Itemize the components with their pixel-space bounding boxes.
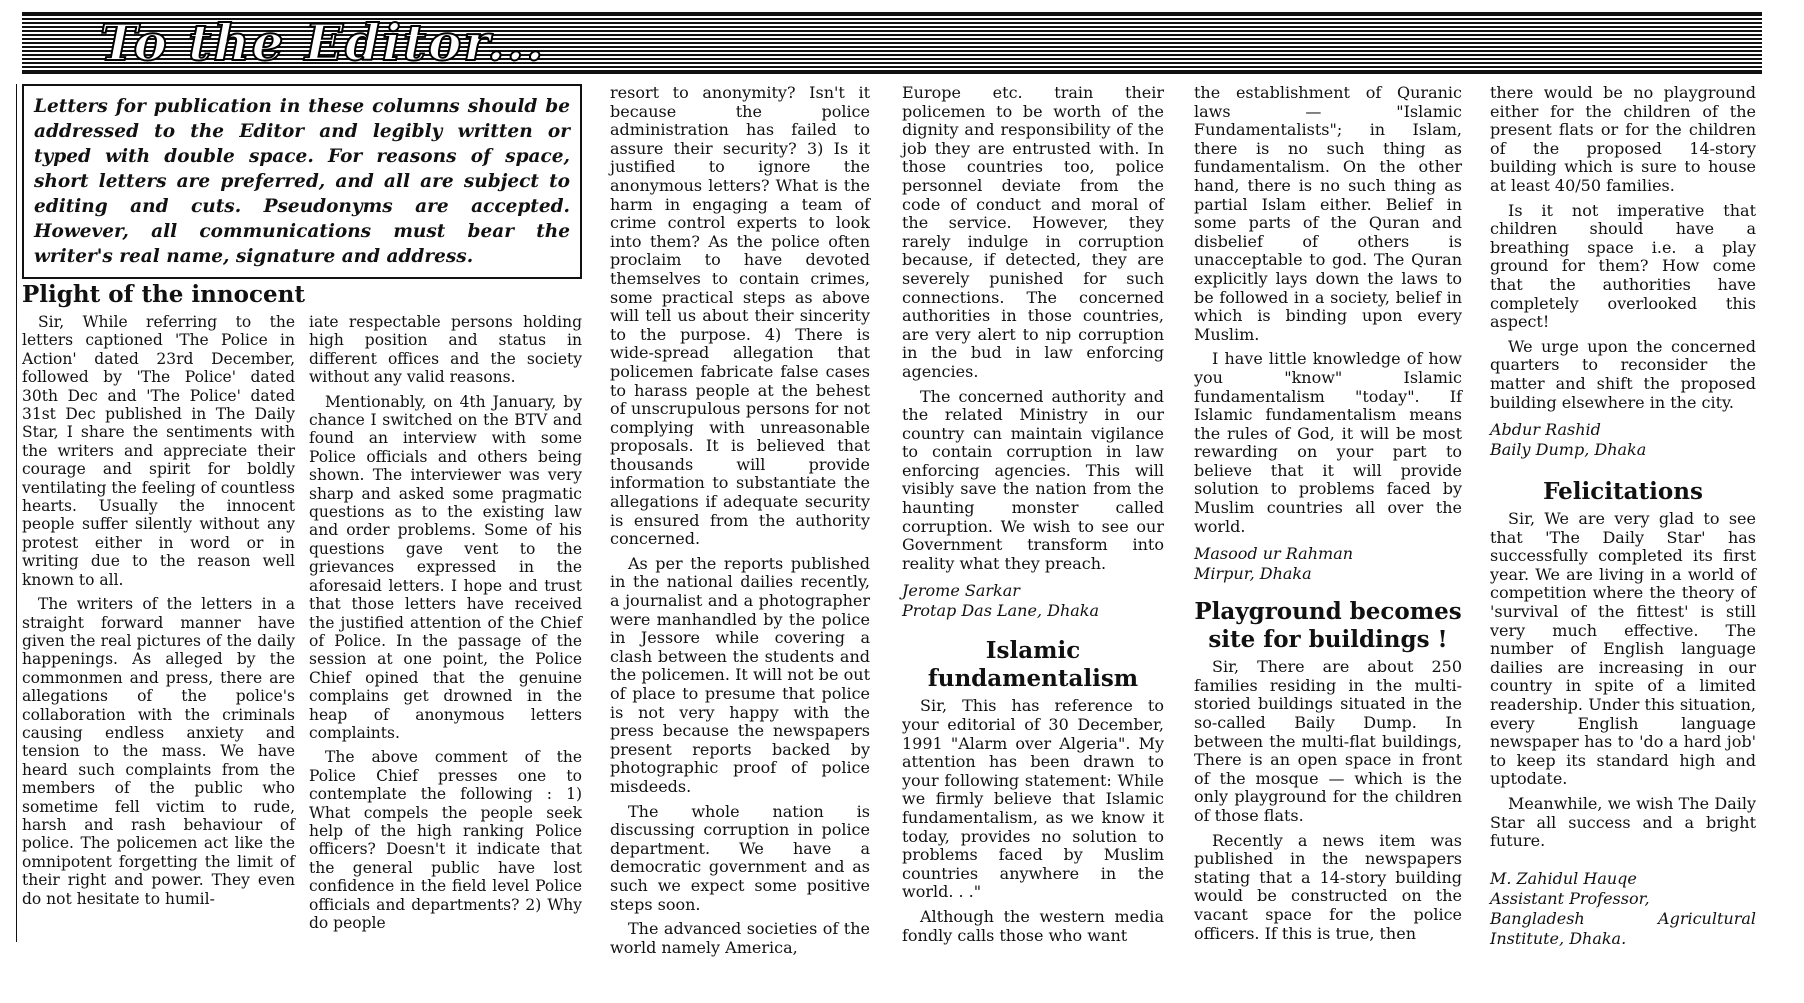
signature-name: Masood ur Rahman [1194,544,1354,564]
signature-place: Protap Das Lane, Dhaka [902,601,1100,621]
paragraph: I have little knowledge of how you "know" Islamic fundamentalism "today". If Islamic fundamentalism means the rules of God, it will be most rewarding on your part to believe that it will provide solution to problems faced by Muslim countries all over the world. [1194,349,1462,536]
paragraph: The above comment of the Police Chief presses one to contemplate the following : 1) What compels the people seek help of the high ranking Police officers? Doesn't it indicate that the general public have lost confidence in the field level Police officials and departments? 2) Why do people [309,748,582,932]
paragraph: The writers of the letters in a straight forward manner have given the real pictures of the daily happenings. As alleged by the commonmen and press, there are allegations of the police's collaboration with the criminals causing endless anxiety and tension to the mass. We have heard such complaints from the members of the public who sometime fell victim to rude, harsh and rash behaviour of police. The policemen act like the omnipotent forgetting the limit of their right and power. They even do not hesitate to humil- [22,595,295,908]
paragraph: Mentionably, on 4th January, by chance I switched on the BTV and found an interview with some Police officials and others being shown. The interviewer was very sharp and asked some pragmatic questions as to the existing law and order problems. Some of his questions gave vent to the grievances expressed in the aforesaid letters. I hope and trust that those letters have received the justified attention of the Chief of Police. In the passage of the session at one point, the Police Chief opined that the genuine complains get drowned in the heap of anonymous letters complaints. [309,392,582,742]
paragraph: resort to anonymity? Isn't it because the police administration has failed to assure their security? 3) Is it justified to ignore the anonymous letters? What is the harm in engaging a team of crime control experts to look into them? As the police often proclaim to have devoted themselves to contain crimes, some practical steps as above will tell us about their sincerity to the purpose. 4) There is wide-spread allegation that policemen fabricate false cases to harass people at the behest of unscrupulous persons for not complying with unreasonable proposals. It is believed that thousands will provide information to substantiate the allegations if adequate security is ensured from the authority concerned. [610,83,870,549]
signature-institution: Bangladesh Agricultural Institute, Dhaka. [1490,908,1756,948]
paragraph: Although the western media fondly calls those who want [902,906,1164,945]
paragraph: Meanwhile, we wish The Daily Star all success and a bright future. [1490,794,1756,851]
paragraph: The advanced societies of the world namely America, [610,919,870,957]
headline-plight: Plight of the innocent [22,281,305,308]
paragraph: Sir, There are about 250 families residing in the multi-storied buildings situated in the so-called Baily Dump. In between the multi-flat buildings, There is an open space in front of the mosque — which is the only playground for the children of those flats. [1194,657,1462,825]
paragraph: Is it not imperative that children should have a breathing space i.e. a play ground for them? How come that the authorities have completely overlooked this aspect! [1490,200,1756,332]
signature-title: Assistant Professor, [1490,888,1650,908]
paragraph: We urge upon the concerned quarters to reconsider the matter and shift the proposed building elsewhere in the city. [1490,336,1756,412]
column-1 [22,84,582,932]
section-title: To the Editor... [100,13,546,72]
paragraph: Recently a news item was published in the newspapers stating that a 14-story building would be constructed on the vacant space for the police officers. If this is true, then [1194,830,1462,943]
column-6 [1490,84,1756,949]
headline-playground: Playground becomes site for buildings ! [1194,598,1462,654]
section-header [22,12,1762,74]
paragraph: The concerned authority and the related Ministry in our country can maintain vigilance to contain corruption in law enforcing agencies. This will visibly save the nation from the haunting monster called corruption. We wish to see our Government transform into reality what they preach. [902,386,1164,573]
headline-islamic: Islamic fundamentalism [927,637,1139,693]
signature-name: M. Zahidul Hauqe [1490,868,1637,888]
signature-place: Baily Dump, Dhaka [1490,440,1647,460]
paragraph: The whole nation is discussing corruption in police department. We have a democratic government and as such we expect some positive steps soon. [610,801,870,914]
paragraph: Sir, This has reference to your editorial of 30 December, 1991 "Alarm over Algeria". My attention has been drawn to your following statement: While we firmly believe that Islamic fundamentalism, as we know it today, provides no solution to problems faced by Muslim countries anywhere in the world. . ." [902,696,1164,902]
paragraph: Sir, We are very glad to see that 'The Daily Star' has successfully completed its first year. We are living in a world of competition where the theory of 'survival of the fittest' is still very much effective. The number of English language dailies are increasing in our country in spite of a limited readership. Under this situation, every English language newspaper has to 'do a hard job' to keep its standard high and uptodate. [1490,509,1756,789]
signature-name: Abdur Rashid [1490,420,1601,440]
plight-subcolumns [22,313,582,932]
column-4 [902,84,1164,945]
signature-place: Mirpur, Dhaka [1194,564,1312,584]
column-rule [16,84,17,942]
paragraph: the establishment of Quranic laws — "Islamic Fundamentalists"; in Islam, there is no such thing as fundamentalism. On the other hand, there is no such thing as partial Islam either. Belief in some parts of the Quran and disbelief of others is unacceptable to god. The Quran explicitly lays down the laws to be followed in a society, belief in which is binding upon every Muslim. [1194,83,1462,344]
column-3 [610,84,870,957]
column-5 [1194,84,1462,943]
paragraph: there would be no playground either for the children of the present flats or for the children of the proposed 14-story building which is sure to house at least 40/50 families. [1490,83,1756,195]
signature-name: Jerome Sarkar [902,581,1020,601]
editor-notice: Letters for publication in these columns should be addressed to the Editor and legibly written or typed with double space. For reasons of space, short letters are preferred, and all are subject to editing and cuts. Pseudonyms are accepted. However, all communications must bear the writer's real name, signature and address. [22,84,582,279]
paragraph: iate respectable persons holding high position and status in different offices and the society without any valid reasons. [309,313,582,387]
paragraph: Sir, While referring to the letters captioned 'The Police in Action' dated 23rd December, followed by 'The Police' dated 30th Dec and 'The Police' dated 31st Dec published in The Daily Star, I share the sentiments with the writers and appreciate their courage and spirit for boldly ventilating the feeling of countless hearts. Usually the innocent people suffer silently without any protest either in word or in writing due to the reason well known to all. [22,313,295,589]
plight-col-b [309,313,582,932]
paragraph: Europe etc. train their policemen to be worth of the dignity and responsibility of the job they are entrusted with. In those countries too, police personnel deviate from the code of conduct and moral of the service. However, they rarely indulge in corruption because, if detected, they are severely punished for such connections. The concerned authorities in those countries, are very alert to nip corruption in the bud in law enforcing agencies. [902,83,1164,381]
paragraph: As per the reports published in the national dailies recently, a journalist and a photographer were manhandled by the police in Jessore while covering a clash between the students and the policemen. It will not be out of place to presume that police is not very happy with the press because the newspapers present reports backed by photographic proof of police misdeeds. [610,553,870,796]
headline-felicitations: Felicitations [1543,478,1703,506]
plight-col-a [22,313,295,932]
